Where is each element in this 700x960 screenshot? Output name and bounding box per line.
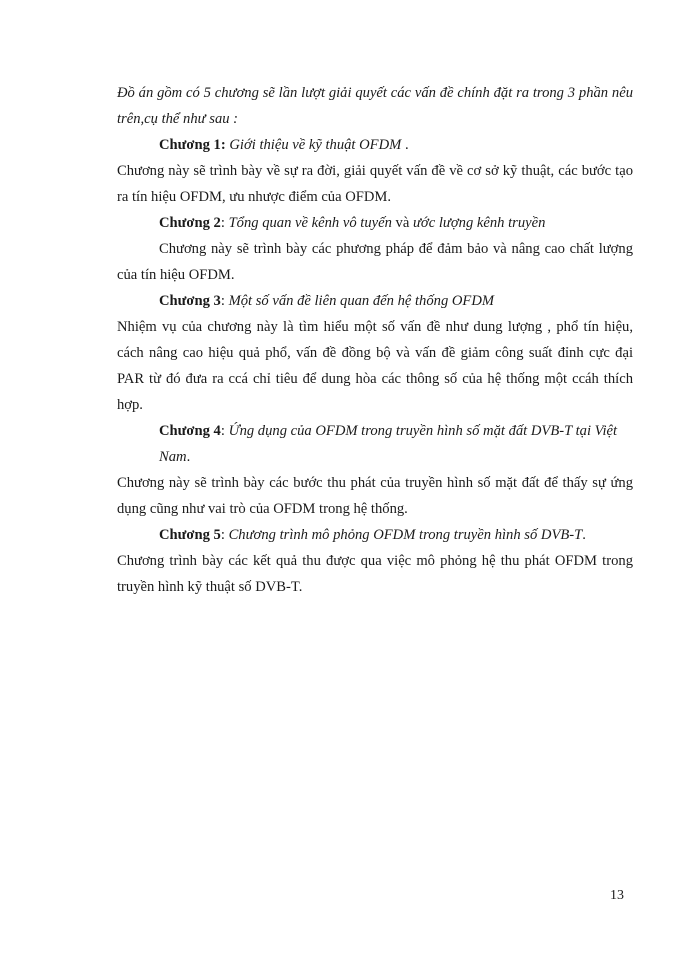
chapter-2-sep: : — [220, 215, 229, 231]
page-content — [117, 80, 633, 600]
chapter-5-suffix: . — [582, 527, 586, 543]
chapter-5-label: Chương 5 — [159, 527, 221, 543]
chapter-2-heading — [117, 210, 633, 236]
chapter-5-heading — [117, 522, 633, 548]
chapter-2-mid: và — [391, 215, 413, 231]
chapter-4-suffix: . — [186, 449, 191, 465]
chapter-3-label: Chương 3 — [159, 293, 221, 309]
chapter-3-title: Một số vấn đề liên quan đến hệ thống OFDM — [228, 293, 495, 309]
chapter-3-heading — [117, 288, 633, 314]
chapter-1-body: Chương này sẽ trình bày về sự ra đời, giải quyết vấn đề về cơ sở kỹ thuật, các bước tạo ra tín hiệu OFDM, ưu nhược điểm của OFDM. — [117, 163, 633, 205]
chapter-2-label: Chương 2 — [159, 215, 221, 231]
chapter-4-sep: : — [220, 423, 229, 439]
chapter-2-body: Chương này sẽ trình bày các phương pháp để đảm bảo và nâng cao chất lượng của tín hiệu OFDM. — [117, 241, 633, 283]
chapter-4-title: Ứng dụng của OFDM trong truyền hình số mặt đất DVB-T tại Việt Nam — [159, 423, 618, 465]
chapter-1-title: Giới thiệu về kỹ thuật OFDM — [225, 137, 402, 153]
chapter-3-body: Nhiệm vụ của chương này là tìm hiểu một số vấn đề như dung lượng , phổ tín hiệu, cách nâng cao hiệu quả phổ, vấn đề đồng bộ và vấn đề giảm công suất đỉnh cực đại PAR từ đó đưa ra ccá chỉ tiêu để dung hòa các thông số của hệ thống một ccáh thích hợp. — [117, 319, 633, 413]
chapter-5-title: Chương trình mô phỏng OFDM trong truyền hình số DVB-T — [228, 527, 583, 543]
chapter-5-sep: : — [220, 527, 229, 543]
chapter-4-heading — [117, 418, 633, 470]
chapter-1-label: Chương 1: — [159, 137, 226, 153]
chapter-2-title: Tổng quan về kênh vô tuyến — [228, 215, 392, 231]
chapter-4-label: Chương 4 — [159, 423, 221, 439]
chapter-4-body: Chương này sẽ trình bày các bước thu phát của truyền hình số mặt đất để thấy sự ứng dụng cũng như vai trò của OFDM trong hệ thống. — [117, 475, 633, 517]
chapter-5-body: Chương trình bày các kết quả thu được qua việc mô phỏng hệ thu phát OFDM trong truyền hình kỹ thuật số DVB-T. — [117, 553, 633, 595]
chapter-1-suffix: . — [401, 137, 409, 153]
chapter-3-sep: : — [220, 293, 229, 309]
chapter-2-title-2: ước lượng kênh truyền — [412, 215, 546, 231]
intro-paragraph: Đồ án gồm có 5 chương sẽ lần lượt giải quyết các vấn đề chính đặt ra trong 3 phần nêu trên,cụ thể như sau : — [117, 85, 633, 127]
chapter-1-heading — [117, 132, 633, 158]
page-number: 13 — [610, 888, 624, 903]
